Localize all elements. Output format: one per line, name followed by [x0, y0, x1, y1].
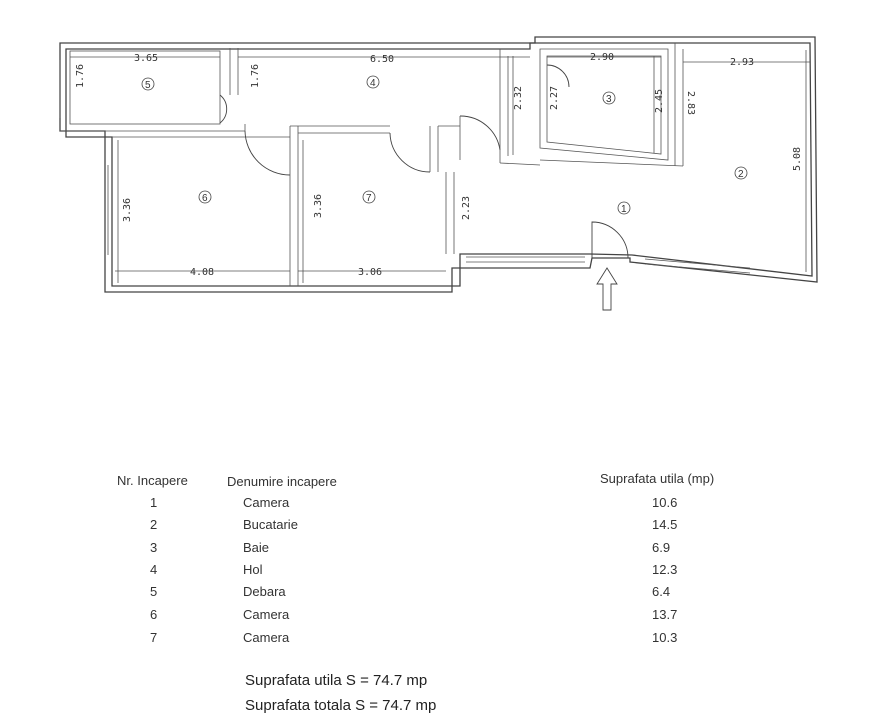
room-number-6: [199, 191, 211, 204]
room-area-cell: 6.9: [652, 540, 671, 555]
window-2: [645, 259, 750, 268]
dim-290: 2.90: [590, 52, 615, 63]
door-arc-6: [245, 131, 290, 175]
dim-508: 5.08: [792, 146, 803, 171]
outer-wall: [60, 37, 817, 292]
room-area-cell: 6.4: [652, 584, 671, 599]
table-row: [0, 562, 893, 584]
door-arc-3: [547, 65, 569, 87]
room-number-2: [735, 167, 747, 180]
svg-text:6: 6: [202, 193, 208, 204]
useful-area-total: Suprafata utila S = 74.7 mp: [245, 672, 428, 689]
wall-hall-bottom: [500, 163, 540, 165]
room-number-7: [363, 191, 375, 204]
room-number-cell: 3: [150, 540, 158, 555]
door-arc-entrance: [592, 222, 628, 258]
room-name-cell: Camera: [243, 607, 290, 622]
dim-245: 2.45: [654, 88, 665, 113]
dim-283: 2.83: [685, 91, 696, 116]
dim-408: 4.08: [190, 267, 215, 278]
door-arc-5: [220, 95, 227, 123]
svg-text:2: 2: [738, 169, 744, 180]
room-name-cell: Debara: [243, 584, 286, 599]
floor-plan: [0, 0, 893, 330]
room-area-cell: 10.3: [652, 630, 678, 645]
table-row: [0, 584, 893, 606]
dim-176a: 1.76: [75, 63, 86, 88]
dim-223: 2.23: [461, 195, 472, 220]
dim-336b: 3.36: [313, 193, 324, 218]
room-number-cell: 1: [150, 495, 158, 510]
room-name-cell: Camera: [243, 495, 290, 510]
room-number-5: [142, 78, 154, 91]
room-name-cell: Hol: [243, 562, 263, 577]
wall-2-bottom: [540, 160, 683, 166]
dim-650: 6.50: [370, 54, 395, 65]
table-row: [0, 607, 893, 629]
room-3-inner: [547, 56, 661, 154]
room-number-1: [618, 202, 630, 215]
dim-293: 2.93: [730, 57, 755, 68]
total-area: Suprafata totala S = 74.7 mp: [245, 697, 437, 714]
room-name-cell: Camera: [243, 630, 290, 645]
svg-text:1: 1: [621, 204, 627, 215]
room-name-cell: Bucatarie: [243, 517, 298, 532]
room-number-3: [603, 92, 615, 105]
room-area-cell: 12.3: [652, 562, 678, 577]
room-area-cell: 14.5: [652, 517, 678, 532]
entrance-arrow-icon: [597, 268, 617, 310]
dim-306: 3.06: [358, 267, 383, 278]
room-area-cell: 13.7: [652, 607, 678, 622]
table-row: [0, 540, 893, 562]
room-name-cell: Baie: [243, 540, 270, 555]
dim-227: 2.27: [549, 85, 560, 110]
header-room-number: Nr. Incapere: [117, 473, 188, 488]
room-number-cell: 5: [150, 584, 158, 599]
room-number-cell: 6: [150, 607, 158, 622]
table-row: [0, 495, 893, 517]
header-room-name: Denumire incapere: [227, 474, 337, 489]
room-number-4: [367, 76, 379, 89]
header-useful-area: Suprafata utila (mp): [600, 471, 715, 486]
table-row: [0, 630, 893, 652]
inner-wall-outline: [66, 43, 812, 286]
room-number-cell: 4: [150, 562, 158, 577]
door-arc-hall: [460, 116, 500, 150]
table-row: [0, 517, 893, 539]
svg-text:3: 3: [606, 94, 612, 105]
svg-text:7: 7: [366, 193, 372, 204]
door-arc-7: [390, 133, 430, 172]
room-area-cell: 10.6: [652, 495, 678, 510]
room-number-cell: 2: [150, 517, 158, 532]
svg-text:4: 4: [370, 78, 376, 89]
room-number-cell: 7: [150, 630, 158, 645]
svg-text:5: 5: [145, 80, 151, 91]
dim-232: 2.32: [513, 85, 524, 110]
dim-176b: 1.76: [250, 63, 261, 88]
dim-336a: 3.36: [122, 197, 133, 222]
dim-365: 3.65: [134, 53, 159, 64]
window-2b: [645, 264, 750, 273]
